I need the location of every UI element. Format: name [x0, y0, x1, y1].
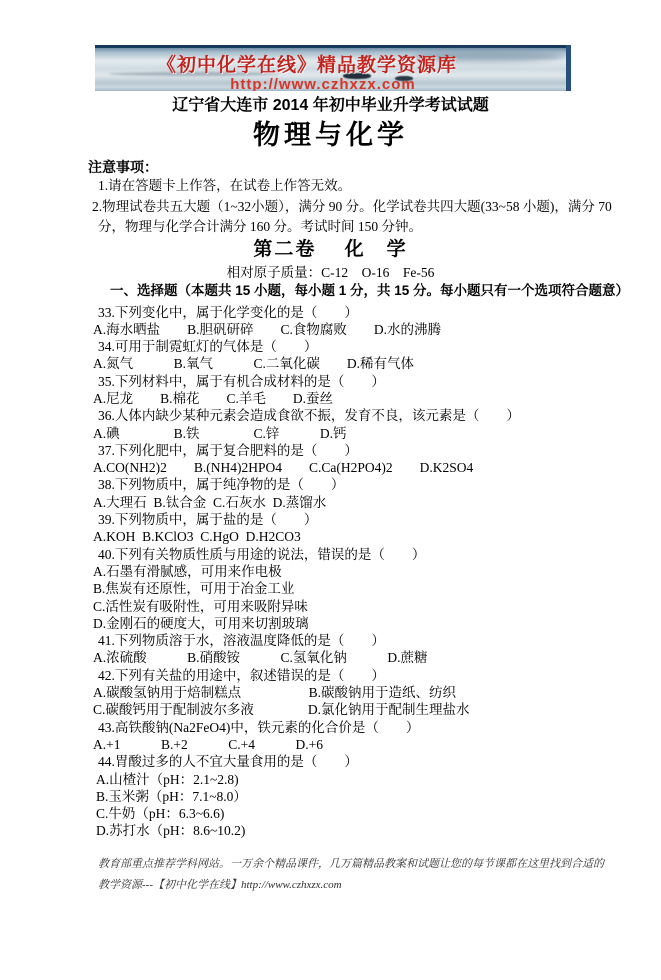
question-list: [0, 304, 661, 840]
question-34-options: A.氮气 B.氧气 C.二氧化碳 D.稀有气体: [93, 356, 415, 372]
banner-site-url: http://www.czhxzx.com: [230, 76, 416, 91]
question-33-stem: 33.下列变化中，属于化学变化的是（ ）: [98, 304, 358, 320]
question-41-options: A.浓硫酸 B.硝酸铵 C.氢氧化钠 D.蔗糖: [93, 650, 428, 666]
notice-heading: 注意事项：: [88, 159, 158, 175]
question-38-stem: 38.下列物质中，属于纯净物的是（ ）: [98, 477, 345, 493]
question-33-options: A.海水晒盐 B.胆矾研碎 C.食物腐败 D.水的沸腾: [93, 321, 442, 337]
atomic-mass-line: 相对原子质量：C-12 O-16 Fe-56: [226, 264, 435, 280]
question-35-options: A.尼龙 B.棉花 C.羊毛 D.蚕丝: [93, 390, 334, 406]
question-35-stem: 35.下列材料中，属于有机合成材料的是（ ）: [98, 373, 385, 389]
footer-promo-line: 教育部重点推荐学科网站。一万余个精品课件，几万篇精品教案和试题让您的每节课都在这里找到合适的: [98, 857, 604, 870]
question-40-option-a: A.石墨有滑腻感，可用来作电极: [93, 563, 282, 579]
question-39-stem: 39.下列物质中，属于盐的是（ ）: [98, 512, 318, 528]
question-40-option-b: B.焦炭有还原性，可用于冶金工业: [93, 581, 295, 597]
question-44-option-a: A.山楂汁（pH：2.1~2.8): [96, 771, 239, 787]
footer-site-line: 教学资源---【初中化学在线】http://www.czhxzx.com: [98, 878, 342, 891]
question-41-stem: 41.下列物质溶于水，溶液温度降低的是（ ）: [98, 633, 385, 649]
question-40-stem: 40.下列有关物质性质与用途的说法，错误的是（ ）: [98, 546, 426, 562]
part1-heading: 一、选择题（本题共 15 小题，每小题 1 分，共 15 分。每小题只有一个选项符合题意）: [110, 282, 630, 298]
exam-title: 辽宁省大连市 2014 年初中毕业升学考试试题: [172, 97, 489, 114]
question-36-options: A.碘 B.铁 C.锌 D.钙: [93, 425, 347, 441]
question-44-option-d: D.苏打水（pH：8.6~10.2): [96, 823, 246, 839]
question-36-stem: 36.人体内缺少某种元素会造成食欲不振，发育不良，该元素是（ ）: [98, 408, 520, 424]
question-42-stem: 42.下列有关盐的用途中，叙述错误的是（ ）: [98, 667, 385, 683]
question-44-option-b: B.玉米粥（pH：7.1~8.0）: [96, 788, 247, 804]
question-34-stem: 34.可用于制霓虹灯的气体是（ ）: [98, 339, 318, 355]
question-43-stem: 43.高铁酸钠(Na2FeO4)中，铁元素的化合价是（ ）: [98, 719, 420, 735]
question-42-options-cd: C.碳酸钙用于配制波尔多液 D.氯化钠用于配制生理盐水: [93, 702, 470, 718]
question-39-options: A.KOH B.KClO3 C.HgO D.H2CO3: [93, 529, 301, 545]
volume-heading: 第二卷 化 学: [253, 238, 408, 260]
question-37-stem: 37.下列化肥中，属于复合肥料的是（ ）: [98, 442, 358, 458]
question-37-options: A.CO(NH2)2 B.(NH4)2HPO4 C.Ca(H2PO4)2 D.K2SO4: [93, 460, 474, 476]
exam-document-page: [0, 45, 661, 980]
notice-line: 分，物理与化学合计满分 160 分。考试时间 150 分钟。: [98, 219, 422, 234]
question-44-option-c: C.牛奶（pH：6.3~6.6): [96, 806, 225, 822]
banner-site-name: 《初中化学在线》精品教学资源库: [156, 55, 458, 76]
question-40-option-d: D.金刚石的硬度大，可用来切割玻璃: [93, 615, 309, 631]
site-banner: [95, 45, 571, 91]
question-38-options: A.大理石 B.钛合金 C.石灰水 D.蒸馏水: [93, 494, 327, 510]
question-40-option-c: C.活性炭有吸附性，可用来吸附异味: [93, 598, 308, 614]
notice-line: 1.请在答题卡上作答，在试卷上作答无效。: [98, 178, 352, 193]
page-footer: [0, 854, 661, 896]
question-44-stem: 44.胃酸过多的人不宜大量食用的是（ ）: [98, 754, 358, 770]
notice-line: 2.物理试卷共五大题（1~32小题），满分 90 分。化学试卷共四大题(33~58 小题)，满分 70: [92, 198, 612, 214]
subject-title: 物理与化学: [253, 120, 408, 150]
question-42-options-ab: A.碳酸氢钠用于焙制糕点 B.碳酸钠用于造纸、纺织: [93, 685, 457, 701]
question-43-options: A.+1 B.+2 C.+4 D.+6: [93, 736, 323, 752]
